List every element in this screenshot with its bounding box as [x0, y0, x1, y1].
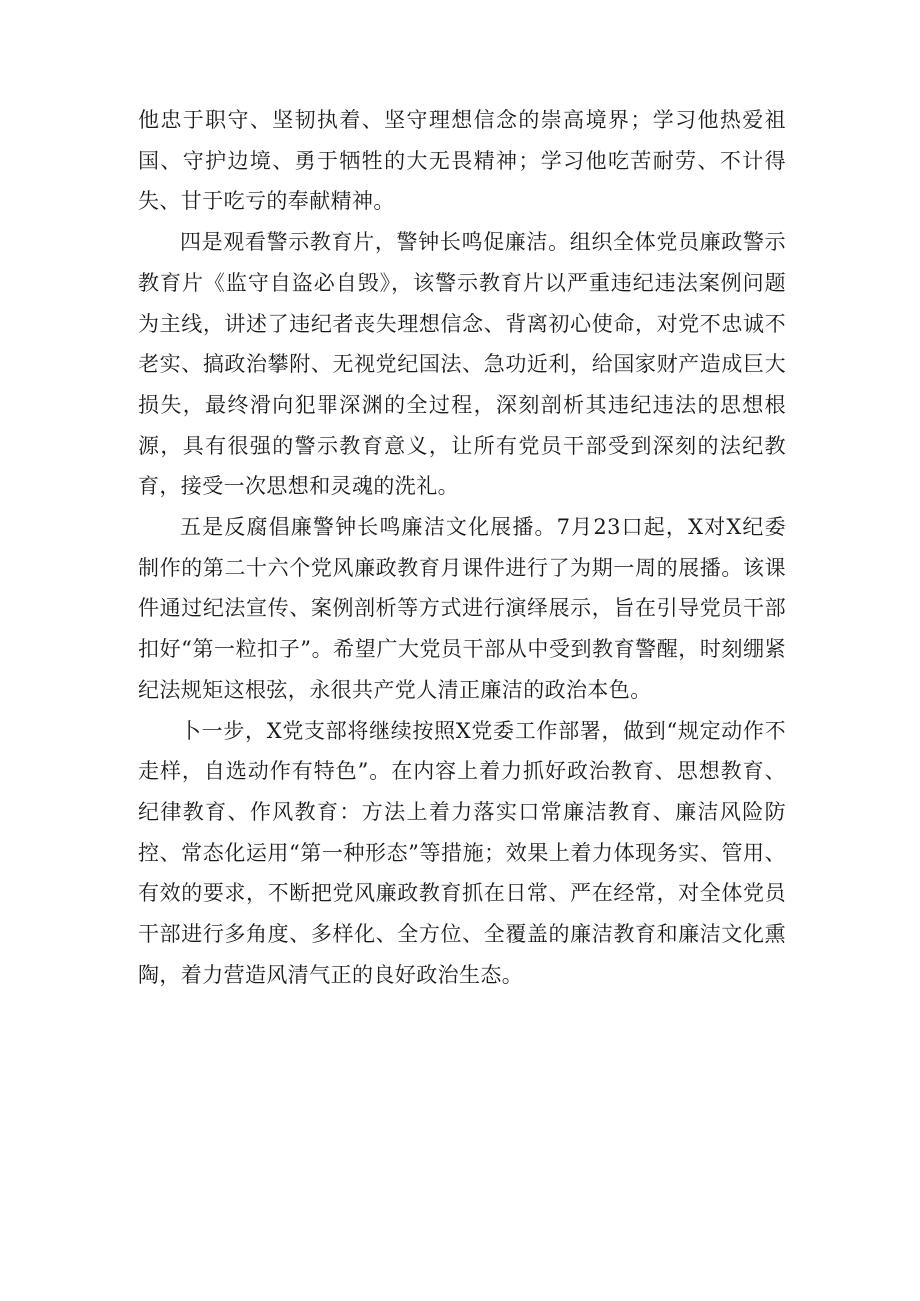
- paragraph-culture-broadcast: 五是反腐倡廉警钟长鸣廉洁文化展播。7月23口起，X对X纪委制作的第二十六个党风廉政教育月课件进行了为期一周的展播。该课件通过纪法宣传、案例剖析等方式进行演绎展示，旨在引导党员干部扣好“第一粒扣子”。希望广大党员干部从中受到教育警醒，时刻绷紧纪法规矩这根弦，永很共产党人清正廉洁的政治本色。: [138, 515, 786, 702]
- paragraph-continuation: 他忠于职守、坚韧执着、坚守理想信念的崇高境界；学习他热爱祖国、守护边境、勇于牺牲的大无畏精神；学习他吃苦耐劳、不计得失、甘于吃亏的奉献精神。: [138, 108, 786, 214]
- paragraph-next-steps: 卜一步，X党支部将继续按照X党委工作部署，做到“规定动作不走样，自选动作有特色”。在内容上着力抓好政治教育、思想教育、纪律教育、作风教育：方法上着力落实口常廉洁教育、廉洁风险防控、常态化运用“第一种形态”等措施；效果上着力体现务实、管用、有效的要求，不断把党风廉政教育抓在日常、严在经常，对全体党员干部进行多角度、多样化、全方位、全覆盖的廉洁教育和廉洁文化熏陶，着力营造风清气正的良好政治生态。: [138, 718, 786, 987]
- document-body: [138, 100, 786, 995]
- paragraph-warning-film: 四是观看警示教育片，警钟长鸣促廉洁。组织全体党员廉政警示教育片《监守自盗必自毁》，该警示教育片以严重违纪违法案例问题为主线，讲述了违纪者丧失理想信念、背离初心使命，对党不忠诚不老实、搞政治攀附、无视党纪国法、急功近利，给国家财产造成巨大损失，最终滑向犯罪深渊的全过程，深刻剖析其违纪违法的思想根源，具有很强的警示教育意义，让所有党员干部受到深刻的法纪教育，接受一次思想和灵魂的洗礼。: [138, 230, 786, 499]
